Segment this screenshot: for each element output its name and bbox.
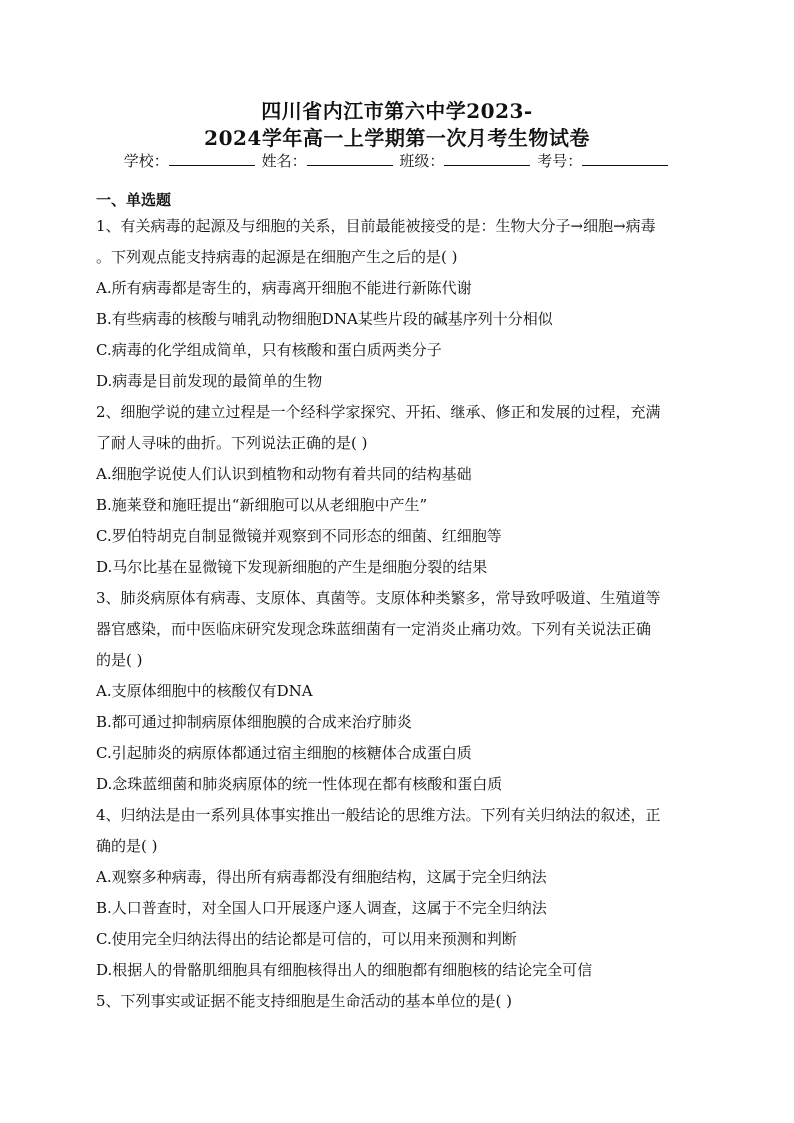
question-1-option-d: D.病毒是目前发现的最简单的生物	[96, 372, 323, 390]
class-label: 班级：	[399, 152, 445, 170]
question-2-option-c: C.罗伯特胡克自制显微镜并观察到不同形态的细菌、红细胞等	[96, 527, 502, 545]
question-3-stem-line-1: 3、肺炎病原体有病毒、支原体、真菌等。支原体种类繁多，常导致呼吸道、生殖道等	[96, 589, 661, 607]
question-1-option-b: B.有些病毒的核酸与哺乳动物细胞DNA某些片段的碱基序列十分相似	[96, 310, 553, 328]
question-1-stem-line-2: 。下列观点能支持病毒的起源是在细胞产生之后的是( )	[96, 248, 458, 266]
number-blank	[582, 151, 668, 166]
question-3-option-c: C.引起肺炎的病原体都通过宿主细胞的核糖体合成蛋白质	[96, 744, 472, 762]
question-4-option-d: D.根据人的骨骼肌细胞具有细胞核得出人的细胞都有细胞核的结论完全可信	[96, 961, 593, 979]
student-info-row	[0, 151, 794, 171]
question-2-option-a: A.细胞学说使人们认识到植物和动物有着共同的结构基础	[96, 465, 472, 483]
exam-title-line-2: 2024学年高一上学期第一次月考生物试卷	[204, 126, 590, 150]
number-label: 考号：	[537, 152, 583, 170]
question-2-stem-line-1: 2、细胞学说的建立过程是一个经科学家探究、开拓、继承、修正和发展的过程，充满	[96, 403, 661, 421]
question-3-option-a: A.支原体细胞中的核酸仅有DNA	[96, 682, 313, 700]
section-heading: 一、单选题	[96, 191, 172, 209]
question-2-option-b: B.施莱登和施旺提出“新细胞可以从老细胞中产生”	[96, 496, 428, 514]
school-blank	[169, 151, 255, 166]
question-3-option-d: D.念珠蓝细菌和肺炎病原体的统一性体现在都有核酸和蛋白质	[96, 775, 503, 793]
class-blank	[444, 151, 530, 166]
question-1-option-a: A.所有病毒都是寄生的，病毒离开细胞不能进行新陈代谢	[96, 279, 472, 297]
question-4-option-c: C.使用完全归纳法得出的结论都是可信的，可以用来预测和判断	[96, 930, 517, 948]
question-3-stem-line-2: 器官感染，而中医临床研究发现念珠蓝细菌有一定消炎止痛功效。下列有关说法正确	[96, 620, 652, 638]
question-4-option-b: B.人口普查时，对全国人口开展逐户逐人调查，这属于不完全归纳法	[96, 899, 547, 917]
question-1-stem-line-1: 1、有关病毒的起源及与细胞的关系，目前最能被接受的是：生物大分子→细胞→病毒	[96, 217, 656, 235]
question-3-stem-line-3: 的是( )	[96, 651, 143, 669]
question-1-option-c: C.病毒的化学组成简单，只有核酸和蛋白质两类分子	[96, 341, 442, 359]
question-4-stem-line-1: 4、归纳法是由一系列具体事实推出一般结论的思维方法。下列有关归纳法的叙述，正	[96, 806, 661, 824]
name-label: 姓名：	[261, 152, 307, 170]
question-2-option-d: D.马尔比基在显微镜下发现新细胞的产生是细胞分裂的结果	[96, 558, 488, 576]
exam-title-line-1: 四川省内江市第六中学2023-	[261, 99, 533, 123]
school-label: 学校：	[123, 152, 169, 170]
name-blank	[307, 151, 393, 166]
question-5-stem-line-1: 5、下列事实或证据不能支持细胞是生命活动的基本单位的是( )	[96, 992, 513, 1010]
question-4-option-a: A.观察多种病毒，得出所有病毒都没有细胞结构，这属于完全归纳法	[96, 868, 547, 886]
question-2-stem-line-2: 了耐人寻味的曲折。下列说法正确的是( )	[96, 434, 368, 452]
question-3-option-b: B.都可通过抑制病原体细胞膜的合成来治疗肺炎	[96, 713, 412, 731]
question-4-stem-line-2: 确的是( )	[96, 837, 158, 855]
